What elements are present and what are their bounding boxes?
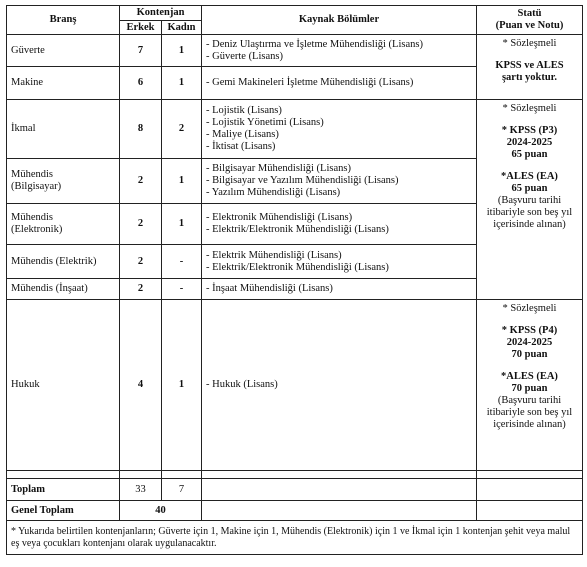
grand-total-row <box>7 501 583 521</box>
table-row <box>7 35 583 67</box>
header-statu-sub: (Puan ve Notu) <box>495 20 564 31</box>
status-ales: *ALES (EA) <box>501 371 558 382</box>
status-kpss: 2024-2025 <box>506 137 553 148</box>
brans-cell <box>7 204 120 245</box>
kaynak-cell <box>202 245 477 279</box>
status-block-3 <box>477 300 583 471</box>
status-ales: 70 puan <box>511 383 548 394</box>
kadin-cell: 1 <box>162 35 202 67</box>
header-erkek: Erkek <box>120 21 162 35</box>
kaynak-cell <box>202 35 477 67</box>
kadin-cell: 1 <box>162 300 202 471</box>
brans-line: Mühendis <box>11 212 53 223</box>
erkek-cell: 2 <box>120 204 162 245</box>
erkek-cell: 8 <box>120 100 162 159</box>
header-kadin: Kadın <box>162 21 202 35</box>
status-ales-note: (Başvuru tarihi <box>497 395 562 406</box>
status-kpss: * KPSS (P4) <box>501 325 558 336</box>
kadin-cell: 1 <box>162 159 202 204</box>
header-statu-title: Statü <box>517 8 542 19</box>
status-block-2 <box>477 100 583 300</box>
genel-toplam-value: 40 <box>120 501 202 521</box>
brans-cell: Hukuk <box>7 300 120 471</box>
brans-cell: Mühendis (Elektrik) <box>7 245 120 279</box>
kaynak-item: - Bilgisayar ve Yazılım Mühendisliği (Lisans) <box>206 175 399 186</box>
quota-table <box>6 5 583 555</box>
table-row <box>7 100 583 159</box>
kaynak-item: - İktisat (Lisans) <box>206 141 276 152</box>
kaynak-item: - Maliye (Lisans) <box>206 129 279 140</box>
status-kpss: 70 puan <box>511 349 548 360</box>
kaynak-cell <box>202 100 477 159</box>
status-kpss-ales: KPSS ve ALES <box>495 60 564 71</box>
kaynak-cell <box>202 159 477 204</box>
brans-cell <box>7 159 120 204</box>
erkek-cell: 4 <box>120 300 162 471</box>
table-row <box>7 300 583 471</box>
status-ales: *ALES (EA) <box>501 171 558 182</box>
status-kpss: 2024-2025 <box>506 337 553 348</box>
kadin-cell: 1 <box>162 67 202 100</box>
brans-cell: Mühendis (İnşaat) <box>7 279 120 300</box>
genel-toplam-label: Genel Toplam <box>7 501 120 521</box>
header-brans: Branş <box>7 6 120 35</box>
erkek-cell: 6 <box>120 67 162 100</box>
brans-line: (Elektronik) <box>11 224 63 235</box>
totals-row <box>7 479 583 501</box>
footnote-row <box>7 521 583 555</box>
erkek-cell: 7 <box>120 35 162 67</box>
brans-cell: Güverte <box>7 35 120 67</box>
kaynak-item: - Güverte (Lisans) <box>206 50 283 62</box>
status-ales-note: (Başvuru tarihi <box>497 195 562 206</box>
kadin-cell: - <box>162 279 202 300</box>
status-ales: 65 puan <box>511 183 548 194</box>
kaynak-item: - Lojistik Yönetimi (Lisans) <box>206 117 324 128</box>
status-kpss-ales: şartı yoktur. <box>501 72 558 83</box>
brans-cell: İkmal <box>7 100 120 159</box>
kaynak-item: - Elektrik/Elektronik Mühendisliği (Lisans) <box>206 261 389 273</box>
footnote: * Yukarıda belirtilen kontenjanların; Güverte için 1, Makine için 1, Mühendis (Elektronik) için 1 ve İkmal için 1 kontenjan şehit veya malul eş veya çocukları kontenjanı olarak uygulanacaktır. <box>7 521 583 555</box>
status-sozlesmeli: * Sözleşmeli <box>502 303 557 314</box>
toplam-label: Toplam <box>7 479 120 501</box>
status-ales-note: içerisinde alınan) <box>493 419 566 430</box>
kaynak-item: - Elektronik Mühendisliği (Lisans) <box>206 212 353 223</box>
kaynak-item: - Deniz Ulaştırma ve İşletme Mühendisliği (Lisans) <box>206 38 423 50</box>
kadin-cell: - <box>162 245 202 279</box>
brans-cell: Makine <box>7 67 120 100</box>
kaynak-cell: - Hukuk (Lisans) <box>202 300 477 471</box>
kaynak-item: - Bilgisayar Mühendisliği (Lisans) <box>206 163 351 174</box>
status-ales-note: içerisinde alınan) <box>493 219 566 230</box>
status-sozlesmeli: * Sözleşmeli <box>502 103 557 114</box>
header-kaynak: Kaynak Bölümler <box>202 6 477 35</box>
status-sozlesmeli: * Sözleşmeli <box>502 38 557 49</box>
quota-table-page <box>6 5 582 559</box>
brans-line: Mühendis <box>11 169 53 180</box>
brans-line: (Bilgisayar) <box>11 181 62 192</box>
header-statu <box>477 6 583 35</box>
kaynak-item: - Elektrik Mühendisliği (Lisans) <box>206 249 342 261</box>
kaynak-item: - Yazılım Mühendisliği (Lisans) <box>206 187 341 198</box>
status-ales-note: itibariyle son beş yıl <box>486 207 573 218</box>
status-block-1 <box>477 35 583 100</box>
toplam-erkek: 33 <box>120 479 162 501</box>
header-kontenjan: Kontenjan <box>120 6 202 21</box>
spacer-row <box>7 471 583 479</box>
kaynak-cell: - Gemi Makineleri İşletme Mühendisliği (Lisans) <box>202 67 477 100</box>
kaynak-item: - Elektrik/Elektronik Mühendisliği (Lisans) <box>206 224 389 235</box>
kaynak-cell: - İnşaat Mühendisliği (Lisans) <box>202 279 477 300</box>
kadin-cell: 1 <box>162 204 202 245</box>
erkek-cell: 2 <box>120 159 162 204</box>
erkek-cell: 2 <box>120 279 162 300</box>
kaynak-item: - Lojistik (Lisans) <box>206 105 282 116</box>
toplam-kadin: 7 <box>162 479 202 501</box>
kaynak-cell <box>202 204 477 245</box>
kadin-cell: 2 <box>162 100 202 159</box>
status-kpss: * KPSS (P3) <box>501 125 558 136</box>
status-ales-note: itibariyle son beş yıl <box>486 407 573 418</box>
status-kpss: 65 puan <box>511 149 548 160</box>
erkek-cell: 2 <box>120 245 162 279</box>
